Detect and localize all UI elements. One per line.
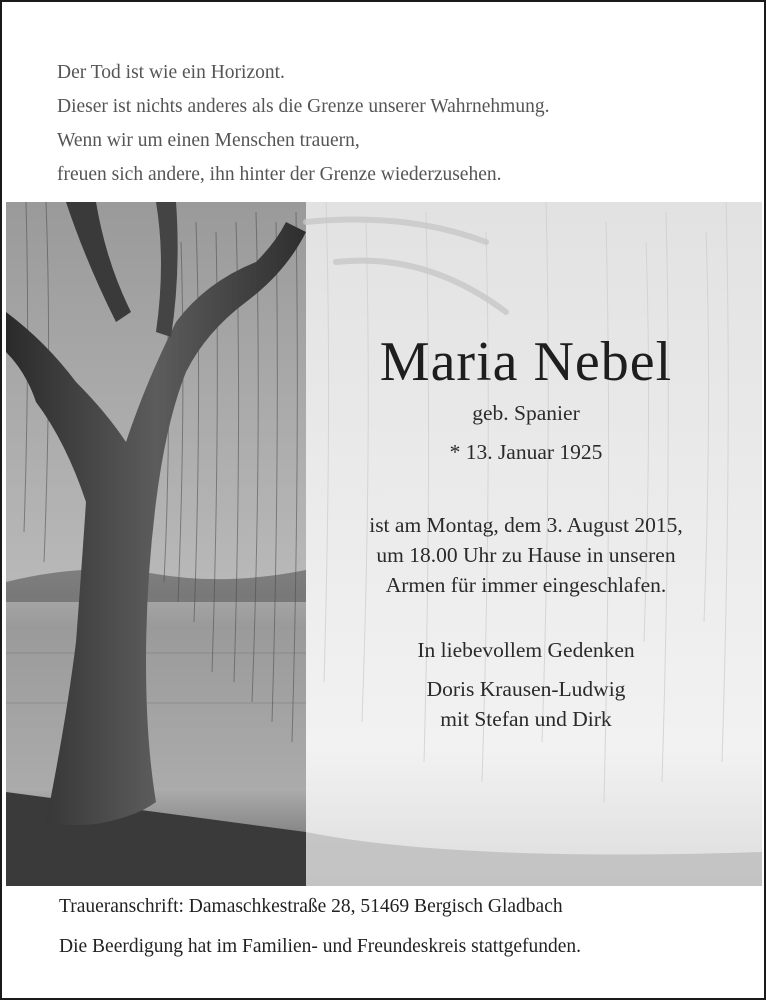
memorial-quote	[57, 56, 737, 192]
maiden-name: geb. Spanier	[472, 401, 580, 425]
signatory-1: Doris Krausen-Ludwig	[426, 677, 626, 701]
announcement-line-2: um 18.00 Uhr zu Hause in unseren	[376, 543, 676, 567]
remembrance-heading: In liebevollem Gedenken	[417, 638, 635, 662]
mourning-address: Traueranschrift: Damaschkestraße 28, 51469 Bergisch Gladbach	[59, 896, 563, 917]
quote-line-4: freuen sich andere, ihn hinter der Grenze wiederzusehen.	[57, 164, 502, 185]
willow-tree-photo	[6, 202, 762, 886]
announcement-line-3: Armen für immer eingeschlafen.	[385, 573, 667, 597]
announcement-line-1: ist am Montag, dem 3. August 2015,	[369, 513, 683, 537]
birth-date: * 13. Januar 1925	[449, 440, 603, 464]
burial-note: Die Beerdigung hat im Familien- und Freundeskreis stattgefunden.	[59, 936, 582, 957]
quote-line-1: Der Tod ist wie ein Horizont.	[57, 62, 285, 83]
deceased-name: Maria Nebel	[379, 331, 673, 393]
signatory-2: mit Stefan und Dirk	[440, 707, 612, 731]
quote-line-2: Dieser ist nichts anderes als die Grenze unserer Wahrnehmung.	[57, 96, 550, 117]
quote-line-3: Wenn wir um einen Menschen trauern,	[57, 130, 360, 151]
